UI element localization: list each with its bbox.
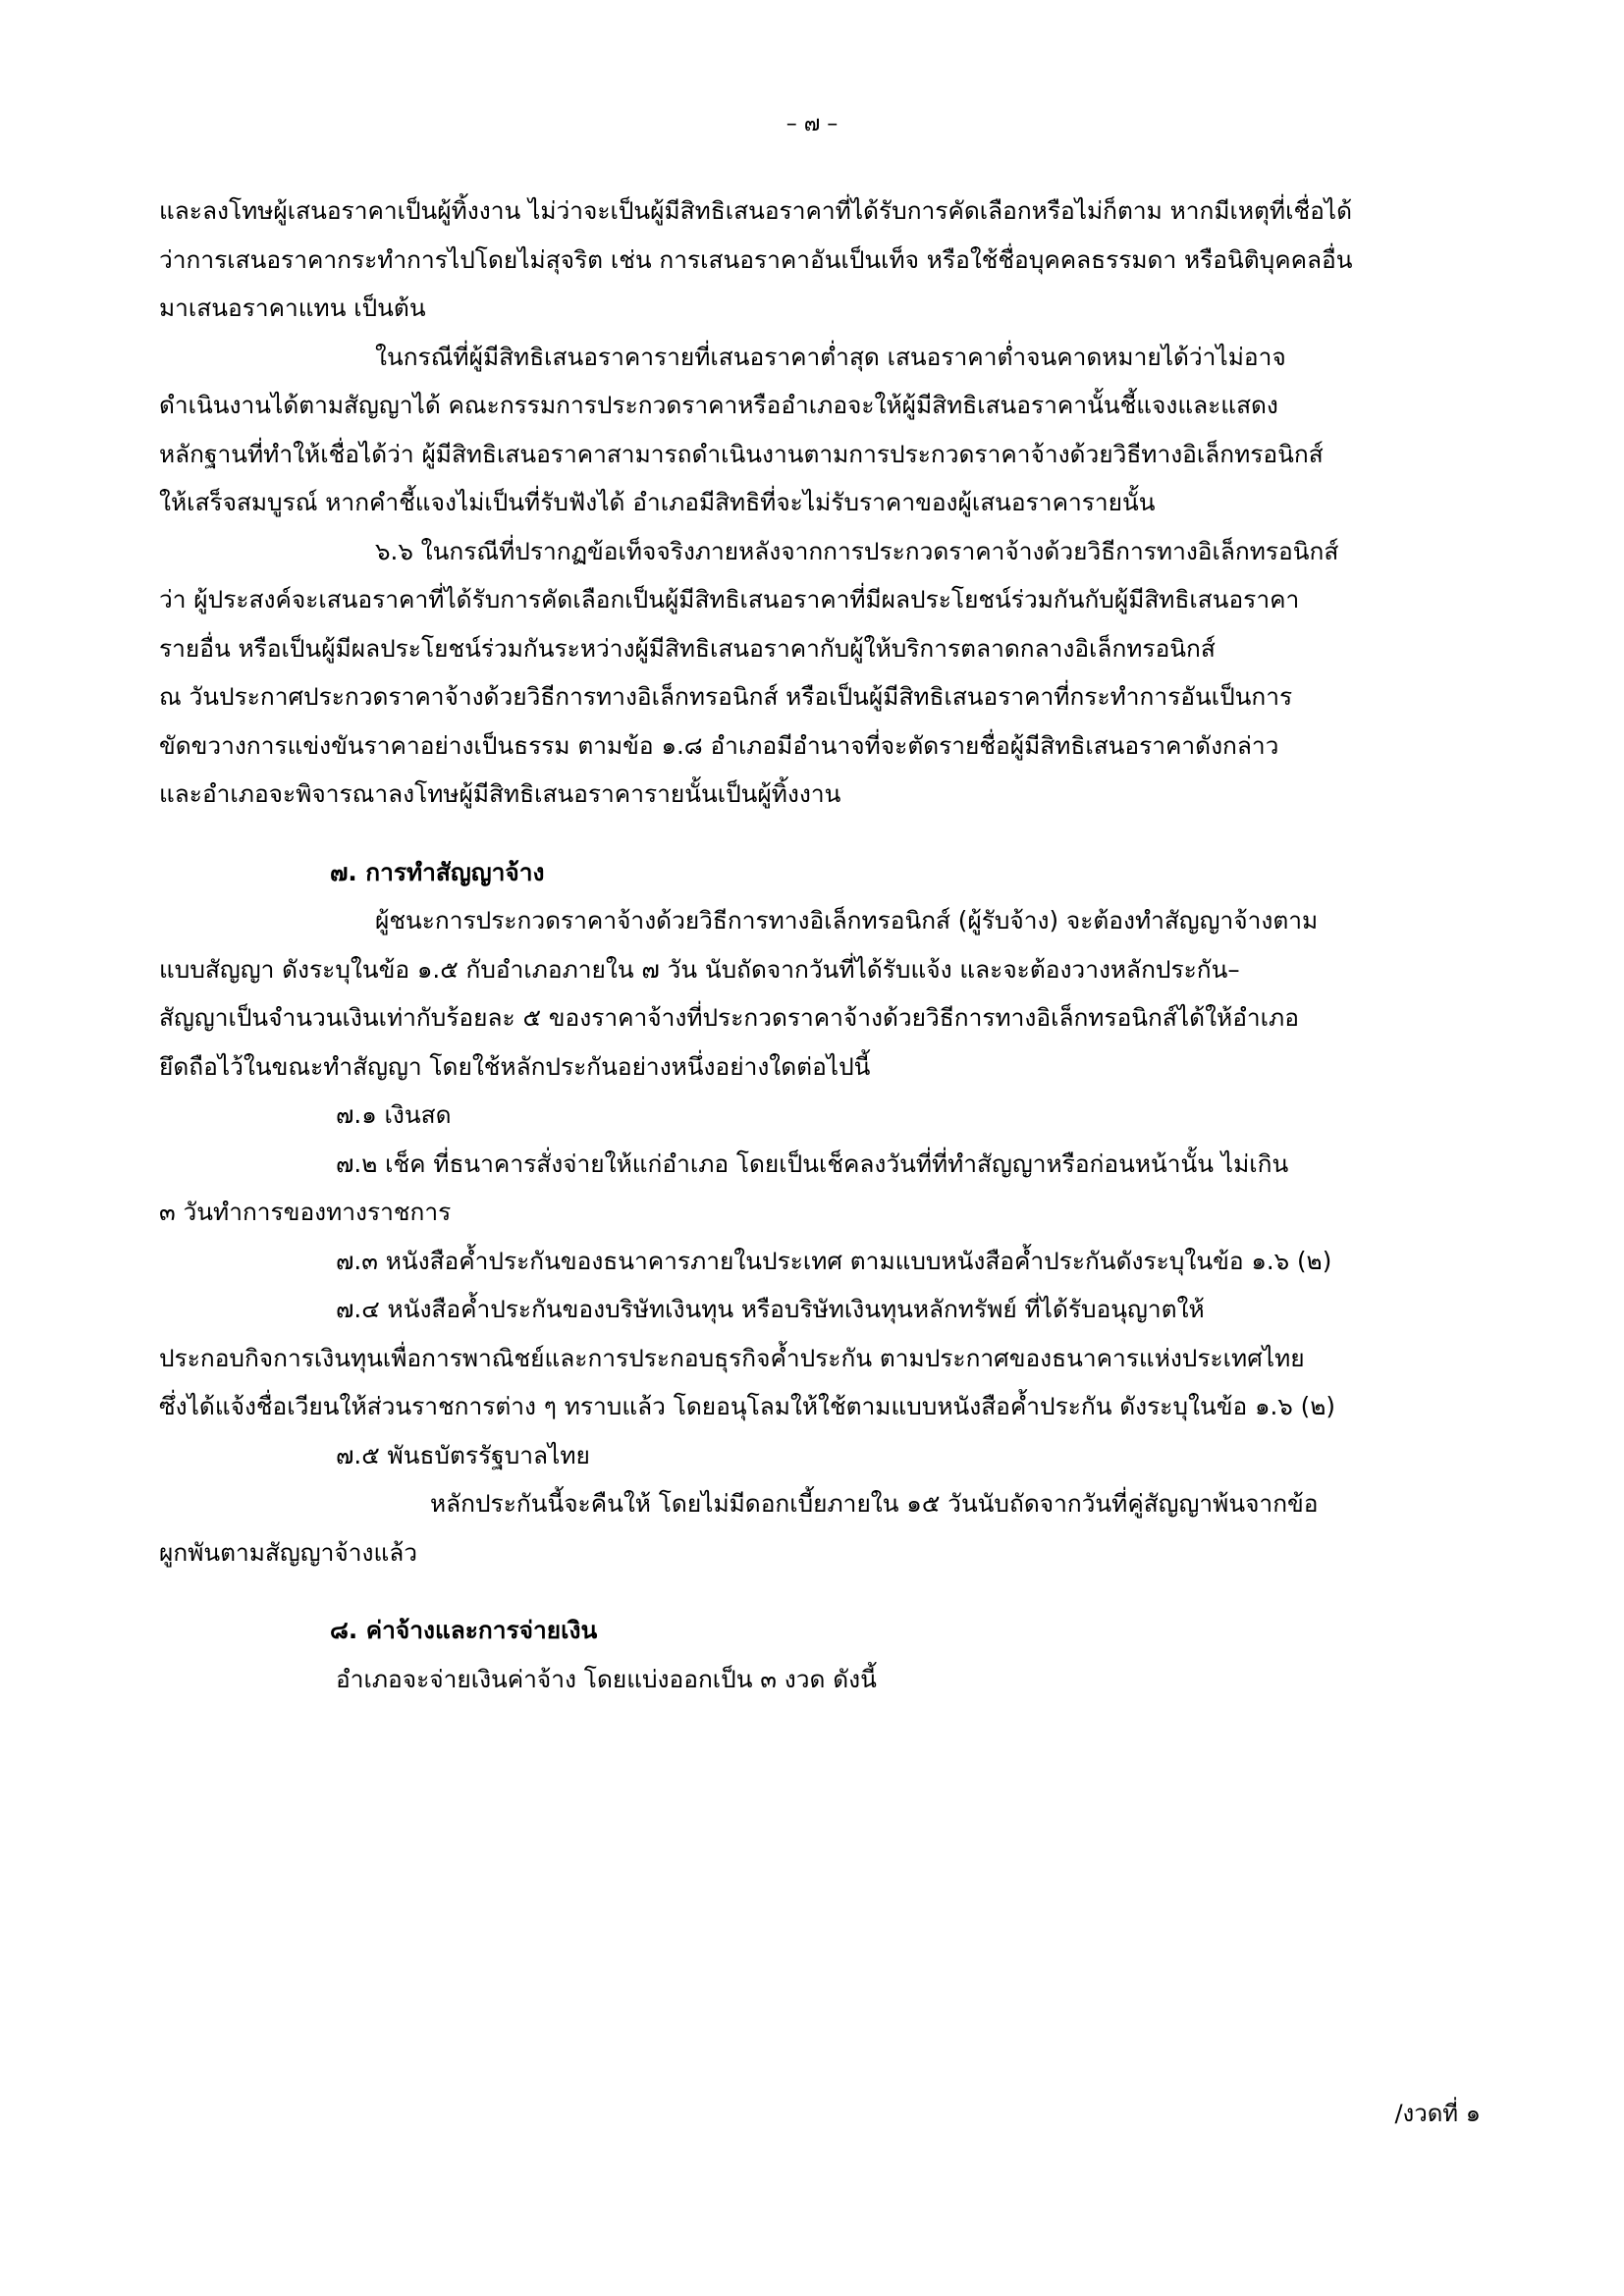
paragraph-line: ซึ่งได้แจ้งชื่อเวียนให้ส่วนราชการต่าง ๆ ทราบแล้ว โดยอนุโลมให้ใช้ตามแบบหนังสือค้ำประกัน ดังระบุในข้อ ๑.๖ (๒) <box>159 1392 1335 1420</box>
clause-6-6-line: ๖.๖ ในกรณีที่ปรากฏข้อเท็จจริงภายหลังจากการประกวดราคาจ้างด้วยวิธีการทางอิเล็กทรอนิกส์ <box>375 536 1339 565</box>
clause-7-2-line: ๗.๒ เช็ค ที่ธนาคารสั่งจ่ายให้แก่อำเภอ โดยเป็นเช็คลงวันที่ที่ทำสัญญาหรือก่อนหน้านั้น ไม่เกิน <box>336 1148 1289 1178</box>
paragraph-line: ยึดถือไว้ในขณะทำสัญญา โดยใช้หลักประกันอย่างหนึ่งอย่างใดต่อไปนี้ <box>159 1051 871 1081</box>
paragraph-line: ดำเนินงานได้ตามสัญญาได้ คณะกรรมการประกวดราคาหรืออำเภอจะให้ผู้มีสิทธิเสนอราคานั้นชี้แจงและแสดง <box>159 391 1278 419</box>
paragraph-line: ประกอบกิจการเงินทุนเพื่อการพาณิชย์และการประกอบธุรกิจค้ำประกัน ตามประกาศของธนาคารแห่งประเทศไทย <box>159 1343 1305 1372</box>
paragraph-line: ให้เสร็จสมบูรณ์ หากคำชี้แจงไม่เป็นที่รับฟังได้ อำเภอมีสิทธิที่จะไม่รับราคาของผู้เสนอราคารายนั้น <box>159 488 1156 516</box>
paragraph-line: ผูกพันตามสัญญาจ้างแล้ว <box>159 1537 418 1567</box>
continuation-note: /งวดที่ ๑ <box>1394 2100 1481 2127</box>
paragraph-line: รายอื่น หรือเป็นผู้มีผลประโยชน์ร่วมกันระหว่างผู้มีสิทธิเสนอราคากับผู้ให้บริการตลาดกลางอิเล็กทรอนิกส์ <box>159 633 1216 663</box>
paragraph-line: ว่าการเสนอราคากระทำการไปโดยไม่สุจริต เช่น การเสนอราคาอันเป็นเท็จ หรือใช้ชื่อบุคคลธรรมดา หรือนิติบุคคลอื่น <box>159 244 1353 274</box>
paragraph-line: แบบสัญญา ดังระบุในข้อ ๑.๕ กับอำเภอภายใน ๗ วัน นับถัดจากวันที่ได้รับแจ้ง และจะต้องวางหลักประกัน– <box>159 954 1240 984</box>
paragraph-line: ณ วันประกาศประกวดราคาจ้างด้วยวิธีการทางอิเล็กทรอนิกส์ หรือเป็นผู้มีสิทธิเสนอราคาที่กระทำการอันเป็นการ <box>159 682 1293 711</box>
page-number: – ๗ – <box>785 112 839 136</box>
clause-7-3-line: ๗.๓ หนังสือค้ำประกันของธนาคารภายในประเทศ ตามแบบหนังสือค้ำประกันดังระบุในข้อ ๑.๖ (๒) <box>336 1246 1332 1275</box>
paragraph-line: ขัดขวางการแข่งขันราคาอย่างเป็นธรรม ตามข้อ ๑.๘ อำเภอมีอำนาจที่จะตัดรายชื่อผู้มีสิทธิเสนอราคาดังกล่าว <box>159 730 1279 760</box>
clause-7-4-line: ๗.๔ หนังสือค้ำประกันของบริษัทเงินทุน หรือบริษัทเงินทุนหลักทรัพย์ ที่ได้รับอนุญาตให้ <box>336 1295 1205 1323</box>
paragraph-line: สัญญาเป็นจำนวนเงินเท่ากับร้อยละ ๕ ของราคาจ้างที่ประกวดราคาจ้างด้วยวิธีการทางอิเล็กทรอนิกส์ได้ให้อำเภอ <box>159 1003 1299 1032</box>
paragraph-line: มาเสนอราคาแทน เป็นต้น <box>159 294 426 322</box>
paragraph-line: และอำเภอจะพิจารณาลงโทษผู้มีสิทธิเสนอราคารายนั้นเป็นผู้ทิ้งงาน <box>159 779 841 808</box>
section-7-heading: ๗. การทำสัญญาจ้าง <box>330 857 545 886</box>
paragraph-line: หลักประกันนี้จะคืนให้ โดยไม่มีดอกเบี้ยภายใน ๑๕ วันนับถัดจากวันที่คู่สัญญาพ้นจากข้อ <box>430 1489 1319 1518</box>
paragraph-line: หลักฐานที่ทำให้เชื่อได้ว่า ผู้มีสิทธิเสนอราคาสามารถดำเนินงานตามการประกวดราคาจ้างด้วยวิธีทางอิเล็กทรอนิกส์ <box>159 439 1324 468</box>
clause-7-1-line: ๗.๑ เงินสด <box>336 1100 452 1129</box>
paragraph-line: และลงโทษผู้เสนอราคาเป็นผู้ทิ้งงาน ไม่ว่าจะเป็นผู้มีสิทธิเสนอราคาที่ได้รับการคัดเลือกหรือไม่ก็ตาม หากมีเหตุที่เชื่อได้ <box>159 196 1353 225</box>
paragraph-line: ๓ วันทำการของทางราชการ <box>159 1198 452 1226</box>
paragraph-line: ในกรณีที่ผู้มีสิทธิเสนอราคารายที่เสนอราคาต่ำสุด เสนอราคาต่ำจนคาดหมายได้ว่าไม่อาจ <box>375 342 1286 371</box>
paragraph-line: อำเภอจะจ่ายเงินค่าจ้าง โดยแบ่งออกเป็น ๓ งวด ดังนี้ <box>336 1664 877 1693</box>
section-8-heading: ๘. ค่าจ้างและการจ่ายเงิน <box>330 1616 598 1644</box>
document-body <box>159 187 1485 1703</box>
paragraph-line: ว่า ผู้ประสงค์จะเสนอราคาที่ได้รับการคัดเลือกเป็นผู้มีสิทธิเสนอราคาที่มีผลประโยชน์ร่วมกันกับผู้มีสิทธิเสนอราคา <box>159 585 1300 614</box>
clause-7-5-line: ๗.๕ พันธบัตรรัฐบาลไทย <box>336 1440 590 1469</box>
paragraph-line: ผู้ชนะการประกวดราคาจ้างด้วยวิธีการทางอิเล็กทรอนิกส์ (ผู้รับจ้าง) จะต้องทำสัญญาจ้างตาม <box>375 906 1319 934</box>
